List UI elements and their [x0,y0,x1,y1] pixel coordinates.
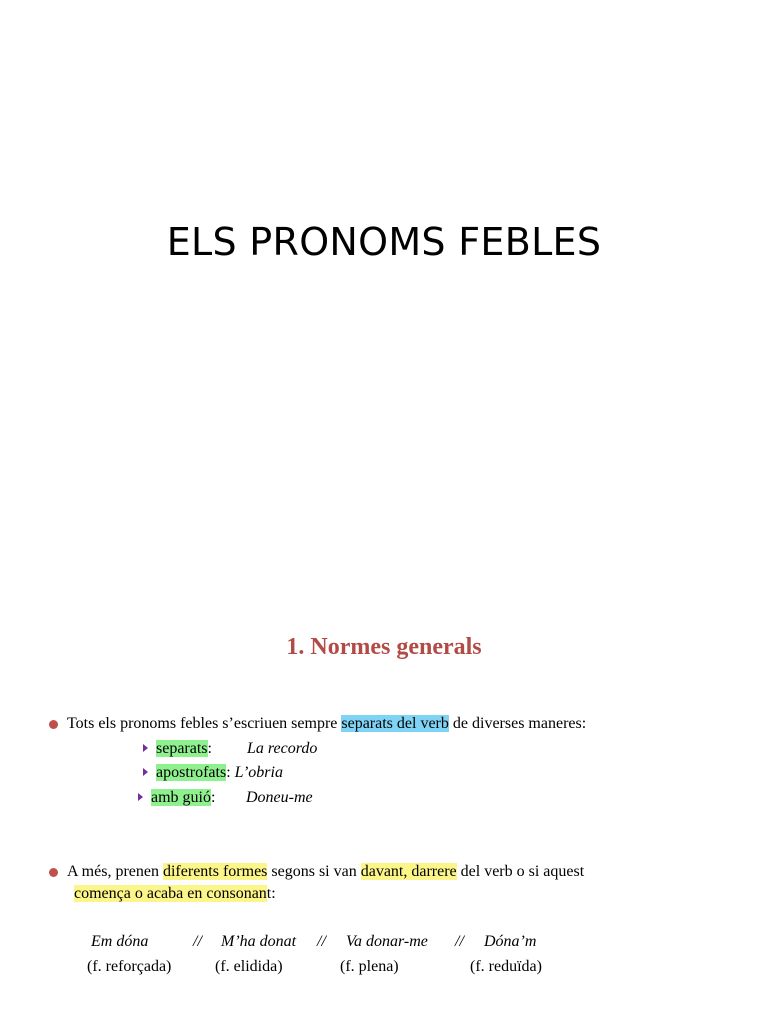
subitem-term: amb guió [151,789,211,806]
highlight-diferents-formes: diferents formes [162,863,268,880]
separator: // [455,933,464,950]
bullet-dot [49,868,58,877]
separator: // [317,933,326,950]
bullet1-pre: Tots els pronoms febles s’escriuen sempre [67,715,342,732]
subitem-example: La recordo [247,740,318,757]
subitem-separats [143,738,318,760]
example-form: M’ha donat [221,933,297,950]
form-label: (f. reforçada) [87,958,172,975]
subitem-term: apostrofats [156,764,227,781]
form-label: (f. reduïda) [470,958,542,975]
subitem-colon: : [211,789,216,806]
bullet2-p2: segons si van [267,863,361,880]
form-label: (f. plena) [340,958,399,975]
highlight-separats: separats [341,715,393,732]
bullet-text-2-continued [74,883,276,905]
arrow-icon [138,793,143,801]
example-form: Em dóna [91,933,149,950]
example-form: Dóna’m [484,933,537,950]
section-heading: 1. Normes generals [286,634,482,660]
subitem-colon: : [226,764,231,781]
highlight-davant-darrere: davant, darrere [360,863,457,880]
highlight-del-verb: del verb [392,715,449,732]
bullet2-p4: t: [266,885,276,902]
highlight-comenca-acaba: comença o acaba en consonan [74,885,267,902]
subitem-term: separats [156,740,208,757]
arrow-icon [143,768,148,776]
bullet2-p3: del verb o si aquest [456,863,585,880]
subitem-example: L’obria [234,764,283,781]
bullet-text-2 [67,861,584,883]
bullet1-post: de diverses maneres: [448,715,587,732]
separator: // [193,933,202,950]
bullet-text-1 [67,713,586,735]
arrow-icon [143,744,148,752]
subitem-apostrofats [143,762,283,784]
example-form: Va donar-me [346,933,428,950]
bullet-dot [49,720,58,729]
bullet2-p1: A més, prenen [67,863,163,880]
slide-title: ELS PRONOMS FEBLES [166,220,602,264]
subitem-example: Doneu-me [246,789,313,806]
subitem-colon: : [207,740,212,757]
form-label: (f. elidida) [215,958,283,975]
subitem-amb-guio [138,787,313,809]
